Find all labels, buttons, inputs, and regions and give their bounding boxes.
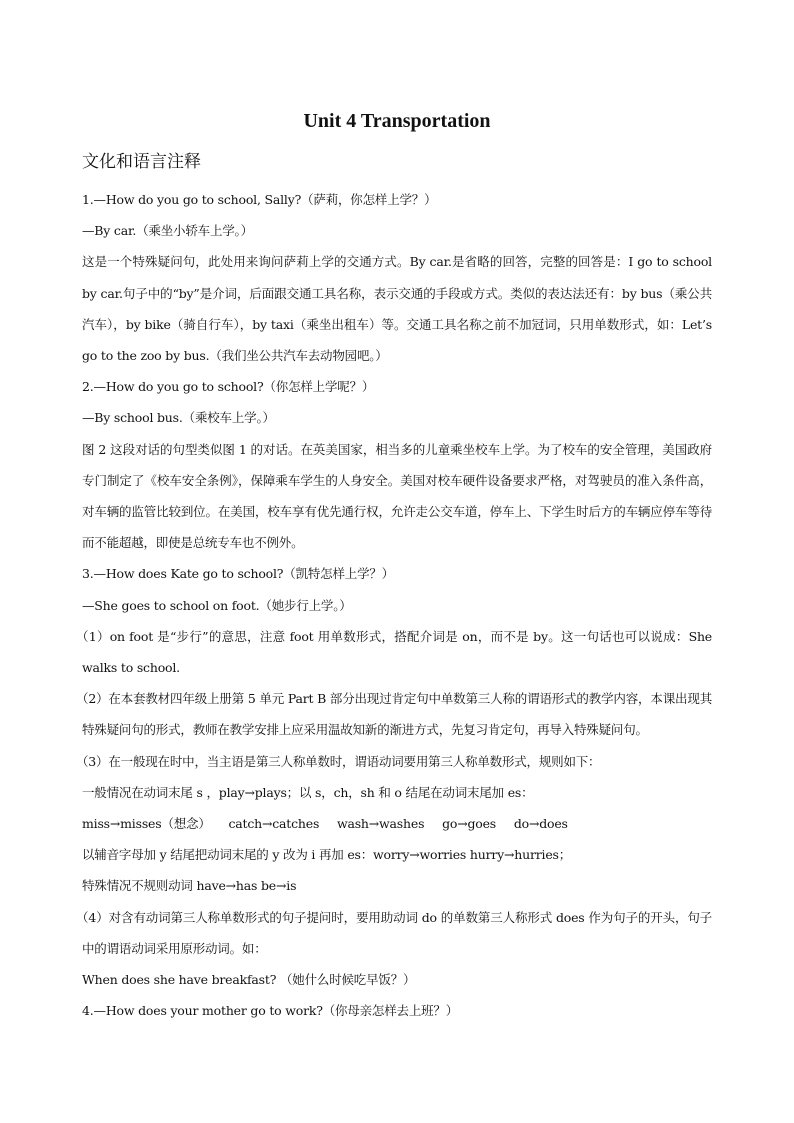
- rule-examples: [82, 808, 712, 839]
- rule-irregular: 特殊情况不规则动词 have→has be→is: [82, 878, 297, 894]
- example-catch: catch→catches: [228, 816, 320, 832]
- q1-explanation: 这是一个特殊疑问句，此处用来询问萨莉上学的交通方式。By car.是省略的回答，完整的回答是：I go to school by car.句子中的“by”是介词，后面跟交通工具名称，表示交通的手段或方式。类似的表达法还有：by bus（乘公共汽车），by bike（骑自行车），by taxi（乘坐出租车）等。交通工具名称之前不加冠词，只用单数形式，如：Let’s go to the zoo by bus.（我们坐公共汽车去动物园吧。）: [82, 254, 712, 364]
- q2-answer: —By school bus.（乘校车上学。）: [82, 410, 275, 426]
- q2-explanation: 图 2 这段对话的句型类似图 1 的对话。在英美国家，相当多的儿童乘坐校车上学。为了校车的安全管理，美国政府专门制定了《校车安全条例》，保障乘车学生的人身安全。美国对校车硬件设备要求严格，对驾驶员的准入条件高，对车辆的监管比较到位。在美国，校车享有优先通行权，允许走公交车道，停车上、下学生时后方的车辆应停车等待而不能超越，即使是总统专车也不例外。: [82, 441, 712, 551]
- section-heading: 文化和语言注释: [82, 152, 201, 172]
- q3-question: 3.—How does Kate go to school?（凯特怎样上学？）: [82, 566, 394, 582]
- page-title: Unit 4 Transportation: [303, 110, 491, 132]
- note-4: （4）对含有动词第三人称单数形式的句子提问时，要用助动词 do 的单数第三人称形式 does 作为句子的开头，句子中的谓语动词采用原形动词。如：: [76, 909, 712, 956]
- note-1: （1）on foot 是“步行”的意思，注意 foot 用单数形式，搭配介词是 on，而不是 by。这一句话也可以说成：She walks to school.: [76, 628, 712, 676]
- q1-answer: —By car.（乘坐小轿车上学。）: [82, 223, 253, 239]
- note-3: （3）在一般现在时中，当主语是第三人称单数时，谓语动词要用第三人称单数形式，规则如下：: [76, 753, 601, 769]
- rule-y: 以辅音字母加 y 结尾把动词末尾的 y 改为 i 再加 es：worry→worries hurry→hurries；: [82, 847, 572, 863]
- example-do: do→does: [513, 816, 568, 832]
- q1-question: 1.—How do you go to school, Sally?（萨莉，你怎样上学？）: [82, 192, 437, 207]
- example-miss: miss→misses（想念）: [82, 816, 211, 832]
- note-4-example: When does she have breakfast? （她什么时候吃早饭？）: [82, 972, 416, 988]
- example-go: go→goes: [442, 816, 497, 832]
- q2-question: 2.—How do you go to school?（你怎样上学呢？）: [82, 379, 375, 395]
- rule-general: 一般情况在动词末尾 s ，play→plays；以 s，ch，sh 和 o 结尾在动词末尾加 es：: [82, 784, 534, 800]
- document-body: [76, 184, 712, 1026]
- note-2: （2）在本套教材四年级上册第 5 单元 Part B 部分出现过肯定句中单数第三人称的谓语形式的教学内容，本课出现其特殊疑问句的形式，教师在教学安排上应采用温故知新的渐进方式，先复习肯定句，再导入特殊疑问句。: [76, 691, 712, 738]
- q4-question: 4.—How does your mother go to work?（你母亲怎样去上班？）: [82, 1003, 459, 1019]
- example-wash: wash→washes: [336, 816, 425, 832]
- q3-answer: —She goes to school on foot.（她步行上学。）: [82, 597, 352, 613]
